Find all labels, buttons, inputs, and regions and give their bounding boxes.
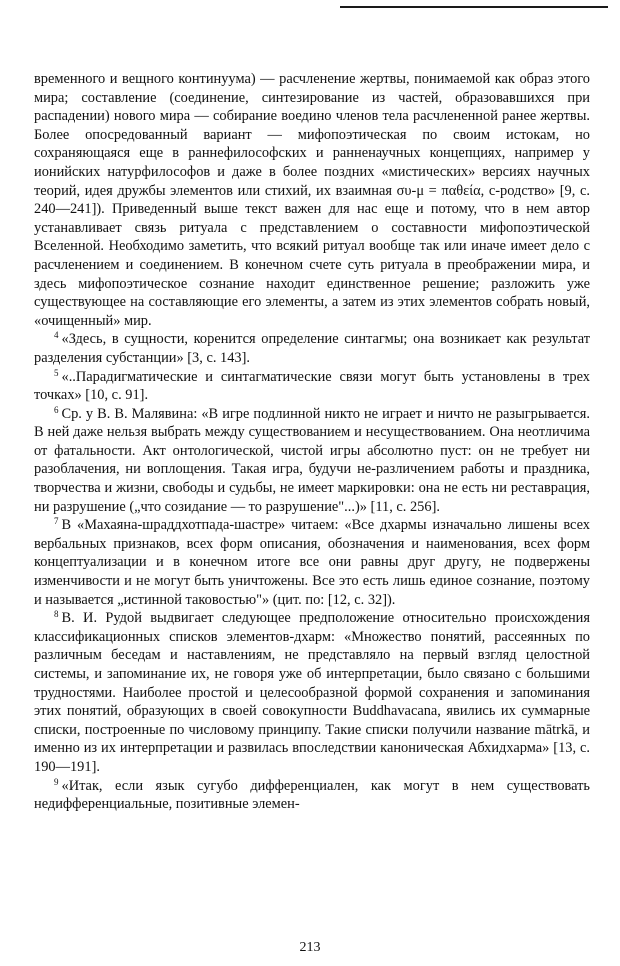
footnote-4-text: «Здесь, в сущности, коренится определение синтагмы; она возникает как результат разделения субстанции» [3, с. 143]. (34, 331, 590, 366)
footnote-6 (34, 405, 590, 517)
footnote-5 (34, 368, 590, 405)
page-body (34, 70, 590, 814)
footnote-6-text: Ср. у В. В. Малявина: «В игре подлинной никто не играет и ничто не разыгрывается. В ней даже нельзя выбрать между существованием и несуществованием. Она неотличима от фатальности. Акт онтологической, чистой игры абсолютно пуст: он не требует ни разоблачения, ни воплощения. Такая игра, будучи не-различением работы и праздника, творчества и жизни, свободы и судьбы, не имеет маркировки: она не есть ни реставрация, ни разрушение („что созидание — то разрушение"...)» [11, с. 256]. (34, 405, 590, 515)
footnote-4-number: 4 (54, 330, 59, 341)
footnote-9-number: 9 (54, 776, 59, 787)
footnote-7-number: 7 (54, 516, 59, 527)
footnote-5-text: «..Парадигматические и синтагматические связи могут быть установлены в трех точках» [10, с. 91]. (34, 368, 590, 404)
footnote-8-text: В. И. Рудой выдвигает следующее предположение относительно происхождения классификационных списков элементов-дхарм: «Множество понятий, рассеянных по различным беседам и наставлениям, не представляло на первый взгляд целостной системы, и запоминание их, не говоря уже об интерпретации, было связано с большими трудностями. Наиболее простой и целесообразной формой сохранения и запоминания этих понятий, образующих в своей совокупности Buddhavacana, явились их суммарные списки, построенные по числовому принципу. Такие списки получили название mātrkā, и именно из их интерпретации и развилась впоследствии каноническая Абхидхарма» [13, с. 190—191]. (34, 610, 590, 775)
main-paragraph: временного и вещного континуума) — расчленение жертвы, понимаемой как образ этого мира; составление (соединение, синтезирование из частей, образовавшихся при распадении) нового мира — собирание воедино членов тела расчлененной ранее жертвы. Более опосредованный вариант — мифопоэтическая по своим истокам, но сохраняющаяся еще в раннефилософских и ранненаучных концепциях, например у ионийских натурфилософов и даже в более поздних «мистических» версиях научных теорий, идея дружбы элементов или стихий, их взаимная συ-μ = παθεία, с-родство» [9, с. 240—241]). Приведенный выше текст важен для нас еще и потому, что в нем автор устанавливает связь ритуала с представлением о составности мифопоэтической Вселенной. Необходимо заметить, что всякий ритуал вообще так или иначе имеет дело с расчленением и соединением. В конечном счете суть ритуала в преображении мира, и здесь мифопоэтическое сознание находит единственное решение; разложить уже существующее на составляющие его элементы, а затем из этих элементов собрать новый, «очищенный» мир. (34, 71, 590, 329)
top-rule (340, 6, 608, 8)
footnote-9 (34, 777, 590, 814)
footnote-8 (34, 609, 590, 776)
footnote-4 (34, 330, 590, 367)
footnote-9-text: «Итак, если язык сугубо дифференциален, как могут в нем существовать недифференциальные, позитивные элемен- (34, 777, 590, 813)
footnote-7 (34, 516, 590, 609)
footnote-8-number: 8 (54, 609, 59, 620)
page-number: 213 (299, 940, 321, 955)
footnote-6-number: 6 (54, 404, 59, 415)
footnote-5-number: 5 (54, 367, 59, 378)
footnote-7-text: В «Махаяна-шраддхотпада-шастре» читаем: «Все дхармы изначально лишены всех вербальных признаков, всех форм описания, обозначения и наименования, всех форм концептуализации и в конечном итоге все они равны друг другу, не подвержены изменчивости и не могут быть уничтожены. Все это есть лишь единое сознание, поэтому и называется „истинной таковостью"» (цит. по: [12, с. 32]). (34, 517, 590, 608)
